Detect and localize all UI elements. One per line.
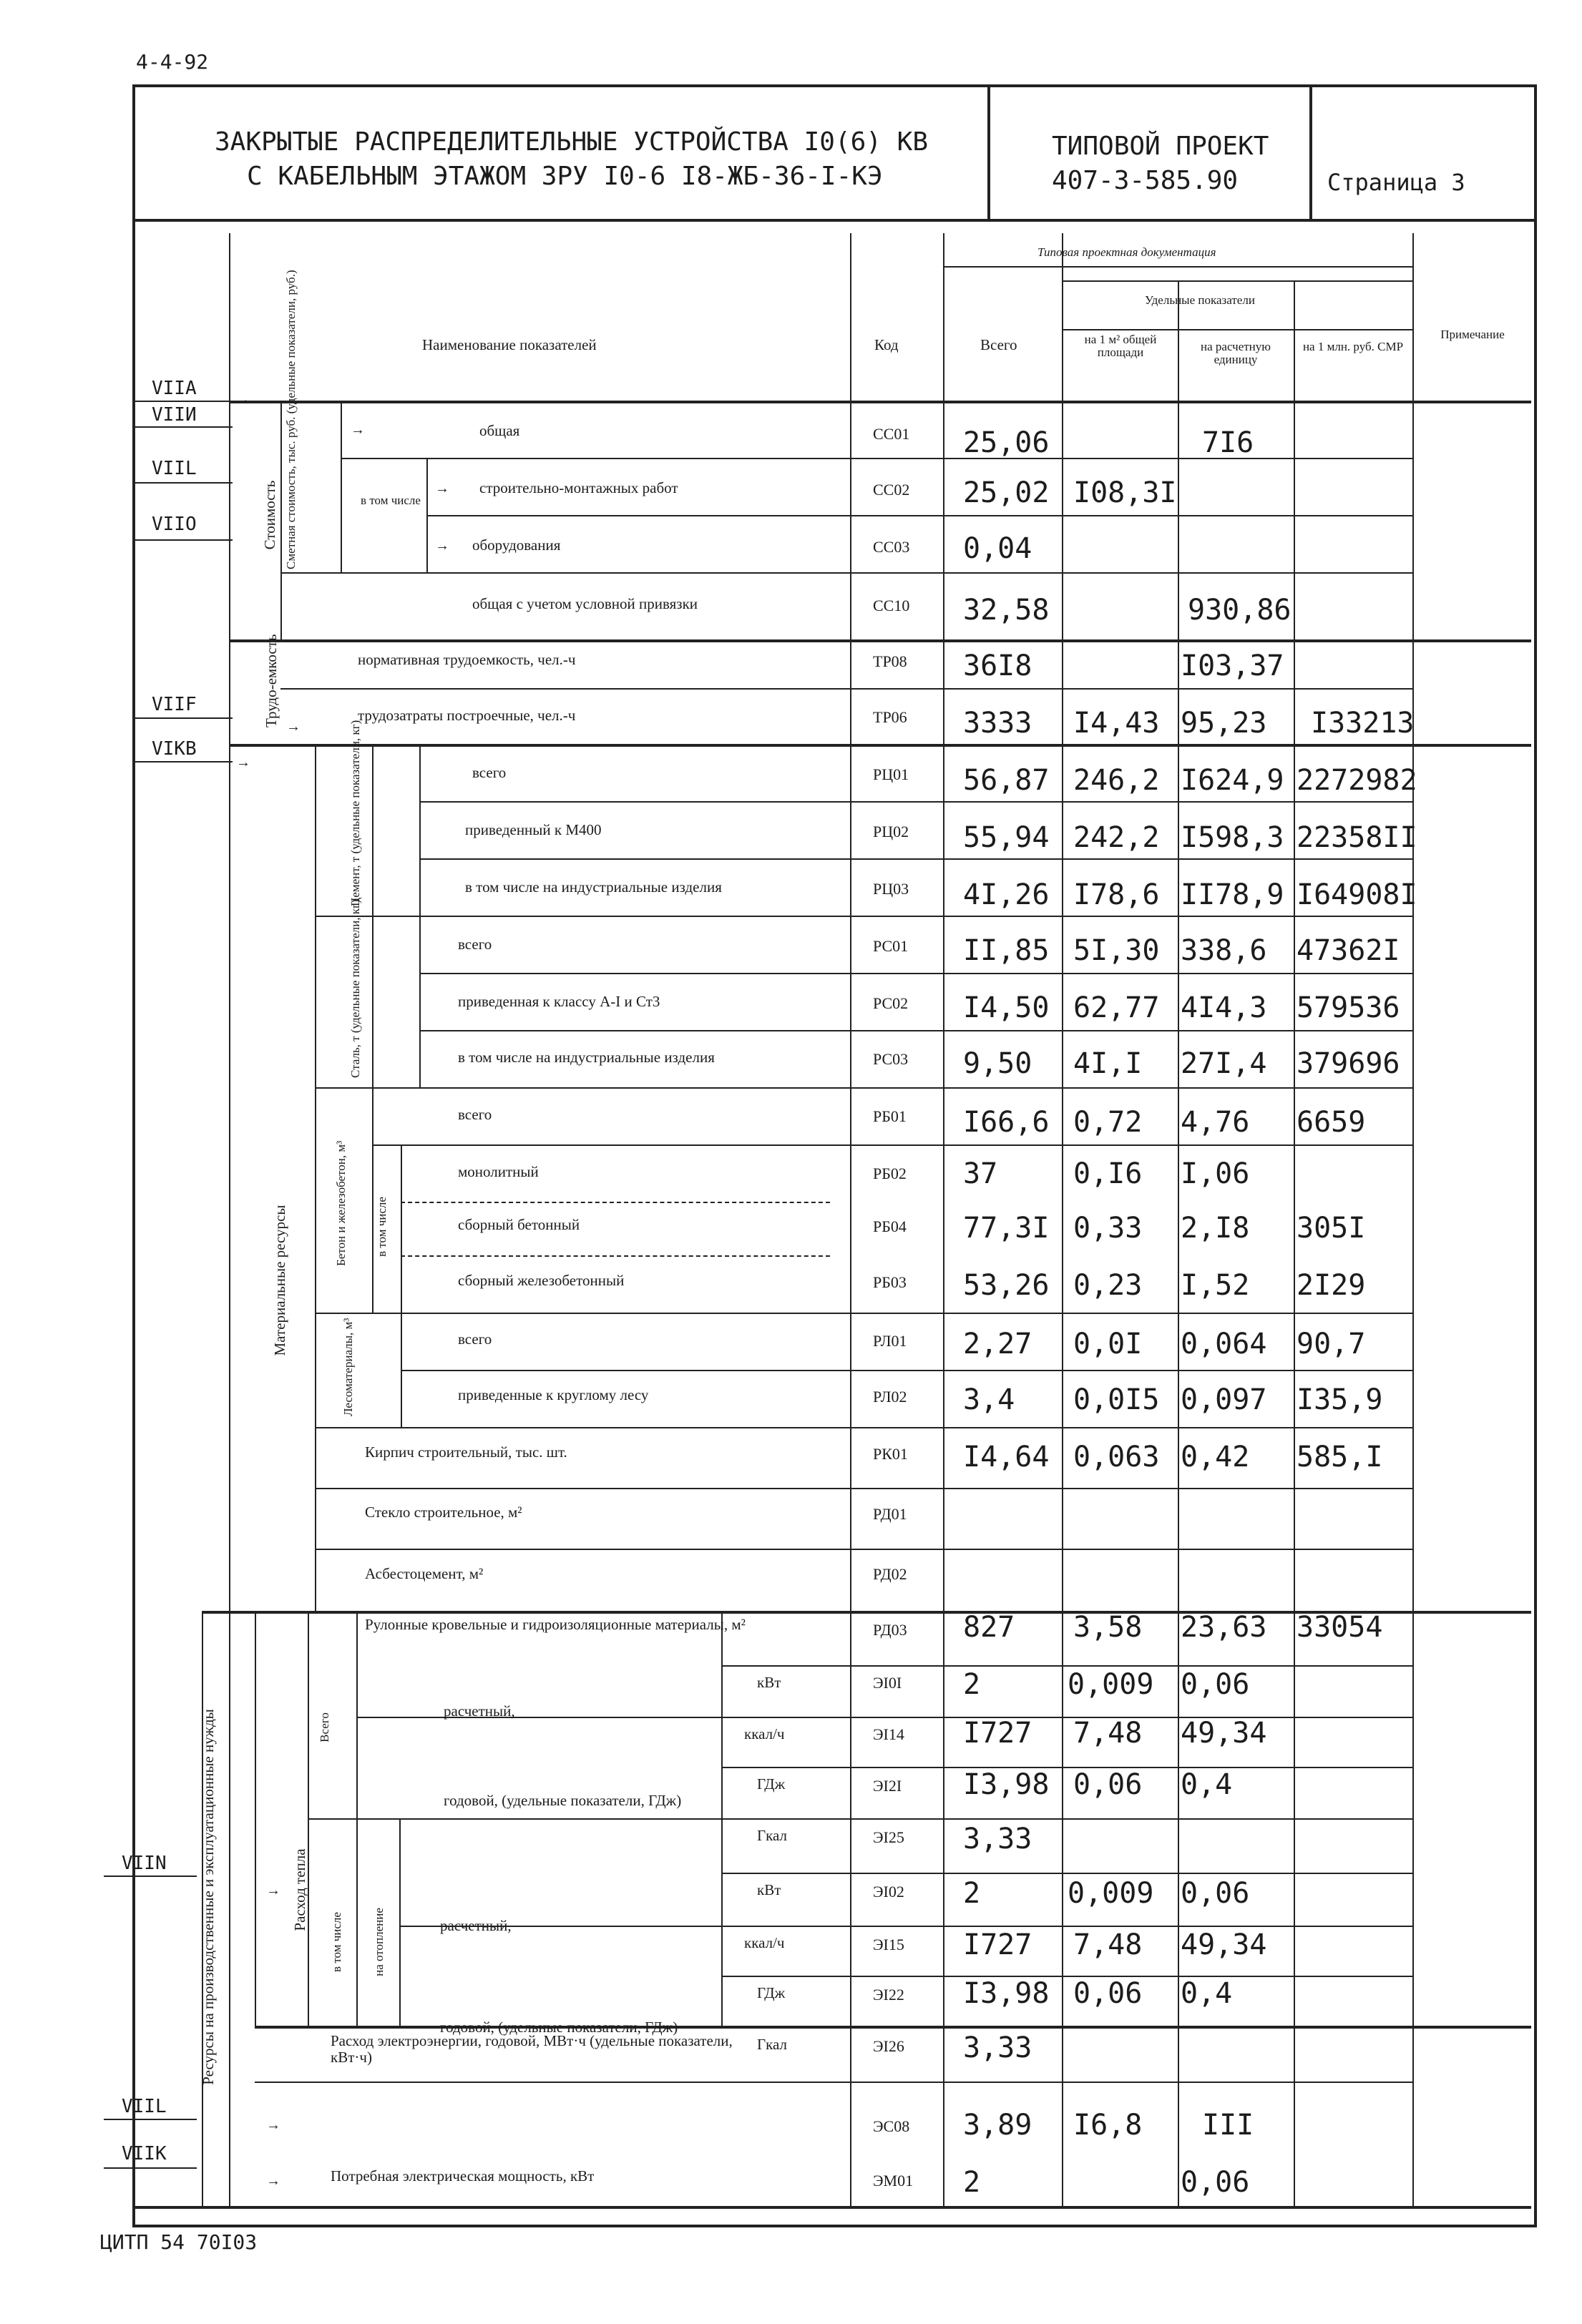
row-code: РБ02 <box>873 1165 907 1182</box>
row-code: РД03 <box>873 1621 907 1639</box>
doc-title-line2: С КАБЕЛЬНЫМ ЭТАЖОМ ЗРУ I0-6 I8-ЖБ-36-I-КЭ <box>247 162 883 191</box>
per-mln-value: 2272982 <box>1297 764 1417 797</box>
total-value: I727 <box>963 1717 1032 1750</box>
per-unit-value: 0,064 <box>1181 1328 1267 1360</box>
project-number: 407-3-585.90 <box>1052 166 1239 195</box>
per-unit-value: I,06 <box>1181 1157 1250 1190</box>
row-name: всего <box>472 764 507 781</box>
total-value: 2 <box>963 2166 981 2199</box>
per-unit-value: 0,097 <box>1181 1383 1267 1416</box>
title-divider-2 <box>1309 84 1312 219</box>
per-m2-value: 0,009 <box>1068 1668 1154 1701</box>
side-code: VIIF <box>152 694 197 715</box>
total-value: I3,98 <box>963 1977 1050 2010</box>
group-cost-sublabel: Сметная стоимость, тыс. руб. (удельные показатели, руб.) <box>284 270 298 569</box>
arrow-icon: → <box>236 755 250 770</box>
cost-incl-label: в том числе <box>361 494 421 507</box>
row-name: монолитный <box>458 1163 539 1180</box>
per-unit-value: 27I,4 <box>1181 1047 1267 1080</box>
per-m2-value: 0,009 <box>1068 1877 1154 1910</box>
col-code-left <box>850 233 851 2206</box>
per-m2-value: I78,6 <box>1073 878 1160 911</box>
col-unit-left <box>1178 280 1179 2206</box>
total-value: 4I,26 <box>963 878 1050 911</box>
col-total-left <box>943 233 944 2206</box>
per-mln-value: 6659 <box>1297 1106 1366 1139</box>
arrow-icon: → <box>266 2117 280 2133</box>
per-m2-value: I08,3I <box>1073 476 1177 509</box>
row-name: строительно-монтажных работ <box>479 479 678 496</box>
total-value: II,85 <box>963 934 1050 967</box>
header-bottom-line <box>229 401 1531 403</box>
per-m2-value: I6,8 <box>1073 2109 1143 2142</box>
side-code: VIIN <box>122 1853 167 1874</box>
col-header-per-m2: на 1 м² общей площади <box>1084 333 1157 359</box>
row-code: РС01 <box>873 937 909 955</box>
per-unit-value: 49,34 <box>1181 1717 1267 1750</box>
total-value: 25,02 <box>963 476 1050 509</box>
row-name: трудозатраты построечные, чел.-ч <box>358 707 576 724</box>
per-mln-value: 22358II <box>1297 821 1417 854</box>
side-code: VIIL <box>152 458 197 479</box>
col-header-per-mln: на 1 млн. руб. СМР <box>1302 340 1404 353</box>
per-mln-value: 379696 <box>1297 1047 1400 1080</box>
per-mln-value: 579536 <box>1297 991 1400 1024</box>
per-unit-value: 95,23 <box>1181 707 1267 740</box>
row-code: ТР08 <box>873 652 907 670</box>
per-unit-value: I598,3 <box>1181 821 1284 854</box>
row-code: СС02 <box>873 481 910 499</box>
arrow-icon: → <box>266 2173 280 2189</box>
per-mln-value: I35,9 <box>1297 1383 1383 1416</box>
total-value: 53,26 <box>963 1269 1050 1302</box>
row-code: ЭI0I <box>873 1674 902 1692</box>
arrow-icon: → <box>286 719 301 735</box>
col-header-group: Типовая проектная документация <box>1037 245 1216 259</box>
row-code: ЭI22 <box>873 1986 904 2004</box>
sheet-number: 4-4-92 <box>136 50 209 74</box>
total-value: 55,94 <box>963 821 1050 854</box>
per-unit-value: 0,4 <box>1181 1977 1233 2010</box>
col-mln-left <box>1294 280 1295 2206</box>
total-value: I66,6 <box>963 1106 1050 1139</box>
row-name: сборный бетонный <box>458 1216 580 1233</box>
per-unit-value: 4I4,3 <box>1181 991 1267 1024</box>
row-code: ЭI02 <box>873 1883 904 1901</box>
total-value: 3,33 <box>963 1823 1032 1855</box>
row-code: СС03 <box>873 538 910 556</box>
row-code: ЭI15 <box>873 1936 904 1953</box>
unit-label: ГДж <box>757 1984 786 2001</box>
col-header-per-unit: на расчетную единицу <box>1201 340 1271 366</box>
side-code: VIIO <box>152 514 197 535</box>
row-name: Стекло строительное, м² <box>365 1504 522 1521</box>
row-name: всего <box>458 1106 492 1123</box>
group-cost-label: Стоимость <box>261 480 278 550</box>
row-name: всего <box>458 936 492 953</box>
total-value: I727 <box>963 1928 1032 1961</box>
heat-heating-label: на отопление <box>372 1908 386 1976</box>
per-unit-value: 23,63 <box>1181 1611 1267 1644</box>
total-value: 3333 <box>963 707 1032 740</box>
row-code: СС10 <box>873 597 910 614</box>
side-code: VIKB <box>152 738 197 760</box>
row-name: Расход электроэнергии, годовой, МВт·ч (удельные показатели, кВт·ч) <box>331 2032 733 2066</box>
row-code: ЭI2I <box>873 1777 902 1795</box>
row-code: РЛ02 <box>873 1388 907 1406</box>
row-code: РЦ01 <box>873 765 909 783</box>
per-unit-value: 338,6 <box>1181 934 1267 967</box>
row-code: РЦ02 <box>873 823 909 840</box>
col-header-code: Код <box>874 336 899 353</box>
arrow-icon: → <box>435 481 449 496</box>
per-m2-value: 0,23 <box>1073 1269 1143 1302</box>
group-resources-label: Ресурсы на производственные и эксплуатационные нужды <box>200 1709 217 2085</box>
row-name: общая <box>479 422 520 439</box>
per-mln-value: 47362I <box>1297 934 1400 967</box>
per-unit-value: 0,42 <box>1181 1441 1250 1474</box>
col-header-total: Всего <box>980 336 1017 353</box>
total-value: 0,04 <box>963 532 1032 565</box>
per-unit-value: III <box>1202 2109 1254 2142</box>
total-value: 3,89 <box>963 2109 1032 2142</box>
per-m2-value: 7,48 <box>1073 1717 1143 1750</box>
per-unit-value: 0,06 <box>1181 2166 1250 2199</box>
total-value: 56,87 <box>963 764 1050 797</box>
row-code: РС03 <box>873 1050 909 1068</box>
row-code: ЭI26 <box>873 2037 904 2055</box>
per-unit-value: 2,I8 <box>1181 1212 1250 1245</box>
per-m2-value: 0,063 <box>1073 1441 1160 1474</box>
arrow-icon: → <box>351 422 365 438</box>
group-wood-label: Лесоматериалы, м³ <box>341 1318 355 1416</box>
total-value: I4,64 <box>963 1441 1050 1474</box>
unit-label: кВт <box>757 1674 781 1691</box>
per-mln-value: I33213 <box>1311 707 1415 740</box>
row-code: РС02 <box>873 994 909 1012</box>
col-header-specific: Удельные показатели <box>1145 293 1255 307</box>
total-value: 9,50 <box>963 1047 1032 1080</box>
row-code: РБ04 <box>873 1217 907 1235</box>
per-m2-value: 0,33 <box>1073 1212 1143 1245</box>
row-name: сборный железобетонный <box>458 1272 625 1289</box>
row-code: ЭI14 <box>873 1725 904 1743</box>
group-concrete-label: Бетон и железобетон, м³ <box>334 1140 348 1266</box>
per-m2-value: 0,0I <box>1073 1328 1143 1360</box>
total-value: 2 <box>963 1877 981 1910</box>
title-bottom-line <box>132 219 1534 222</box>
per-m2-value: 62,77 <box>1073 991 1160 1024</box>
col-note-left <box>1412 233 1414 2206</box>
row-name: общая с учетом условной привязки <box>472 595 698 612</box>
side-code: VIIA <box>152 378 197 399</box>
arrow-icon: → <box>266 1883 280 1898</box>
row-name: Кирпич строительный, тыс. шт. <box>365 1443 567 1461</box>
row-code: РЦ03 <box>873 880 909 898</box>
total-value: 32,58 <box>963 594 1050 627</box>
total-value: 2,27 <box>963 1328 1032 1360</box>
group-materials-label: Материальные ресурсы <box>271 1205 288 1356</box>
row-name: в том числе на индустриальные изделия <box>465 878 722 896</box>
per-m2-value: 5I,30 <box>1073 934 1160 967</box>
group-labor-label: Трудо-емкость <box>263 634 280 727</box>
per-mln-value: 305I <box>1297 1212 1366 1245</box>
row-name: Асбестоцемент, м² <box>365 1565 484 1582</box>
row-code: РД02 <box>873 1565 907 1583</box>
page-number: Страница 3 <box>1327 169 1465 196</box>
per-unit-value: II78,9 <box>1181 878 1284 911</box>
row-name: расчетный, <box>444 1702 515 1720</box>
row-name: оборудования <box>472 536 561 554</box>
group-cement-label: Цемент, т (удельные показатели, кг) <box>348 720 362 906</box>
per-unit-value: 0,06 <box>1181 1877 1250 1910</box>
per-mln-value: 585,I <box>1297 1441 1383 1474</box>
per-unit-value: I,52 <box>1181 1269 1250 1302</box>
row-name: всего <box>458 1330 492 1348</box>
footer-code: ЦИТП 54 70I03 <box>100 2230 258 2254</box>
row-name: Потребная электрическая мощность, кВт <box>331 2167 595 2185</box>
per-unit-value: 7I6 <box>1202 426 1254 459</box>
row-name: приведенный к М400 <box>465 821 602 838</box>
unit-label: Гкал <box>757 1827 788 1844</box>
row-name: годовой, (удельные показатели, ГДж) <box>440 2019 678 2036</box>
per-unit-value: 0,4 <box>1181 1768 1233 1801</box>
per-unit-value: 49,34 <box>1181 1928 1267 1961</box>
row-name: нормативная трудоемкость, чел.-ч <box>358 651 576 668</box>
concrete-incl-label: в том числе <box>375 1197 389 1257</box>
row-code: ТР06 <box>873 708 907 726</box>
per-m2-value: I4,43 <box>1073 707 1160 740</box>
heat-incl-label: в том числе <box>330 1912 343 1972</box>
col-header-name: Наименование показателей <box>422 336 597 353</box>
total-value: 77,3I <box>963 1212 1050 1245</box>
col-header-note: Примечание <box>1440 328 1505 341</box>
row-code: РБ01 <box>873 1107 907 1125</box>
total-value: 827 <box>963 1611 1015 1644</box>
per-m2-value: 0,06 <box>1073 1768 1143 1801</box>
total-value: 3,4 <box>963 1383 1015 1416</box>
unit-label: ккал/ч <box>744 1934 785 1951</box>
total-value: 36I8 <box>963 649 1032 682</box>
col-m2-left <box>1062 233 1063 2206</box>
per-m2-value: 7,48 <box>1073 1928 1143 1961</box>
per-mln-value: 33054 <box>1297 1611 1383 1644</box>
arrow-icon: → <box>435 538 449 554</box>
row-code: ЭС08 <box>873 2117 910 2135</box>
project-label: ТИПОВОЙ ПРОЕКТ <box>1052 132 1269 161</box>
per-mln-value: 90,7 <box>1297 1328 1366 1360</box>
per-m2-value: 4I,I <box>1073 1047 1143 1080</box>
per-m2-value: 0,72 <box>1073 1106 1143 1139</box>
title-divider-1 <box>987 84 990 219</box>
side-code: VIIИ <box>152 404 197 426</box>
arrow-icon: → <box>236 392 250 408</box>
doc-title-line1: ЗАКРЫТЫЕ РАСПРЕДЕЛИТЕЛЬНЫЕ УСТРОЙСТВА I0(6) КВ <box>215 127 928 157</box>
unit-label: ГДж <box>757 1775 786 1793</box>
total-value: I4,50 <box>963 991 1050 1024</box>
group-heat-label: Расход тепла <box>291 1848 308 1931</box>
per-unit-value: 4,76 <box>1181 1106 1250 1139</box>
per-mln-value: 2I29 <box>1297 1269 1366 1302</box>
row-name: приведенные к круглому лесу <box>458 1386 649 1403</box>
row-name: расчетный, <box>440 1917 512 1934</box>
per-mln-value: I64908I <box>1297 878 1417 911</box>
per-unit-value: 930,86 <box>1188 594 1292 627</box>
per-m2-value: 0,0I5 <box>1073 1383 1160 1416</box>
unit-label: Гкал <box>757 2036 788 2053</box>
group-steel-label: Сталь, т (удельные показатели, кг) <box>348 899 362 1078</box>
row-name: в том числе на индустриальные изделия <box>458 1049 715 1066</box>
row-name: приведенная к классу А-I и Ст3 <box>458 993 660 1010</box>
unit-label: кВт <box>757 1881 781 1898</box>
row-code: ЭI25 <box>873 1828 904 1846</box>
total-value: 3,33 <box>963 2031 1032 2064</box>
total-value: 25,06 <box>963 426 1050 459</box>
row-name: Рулонные кровельные и гидроизоляционные материалы, м² <box>365 1616 746 1633</box>
per-unit-value: I03,37 <box>1181 649 1284 682</box>
per-unit-value: 0,06 <box>1181 1668 1250 1701</box>
row-code: РД01 <box>873 1505 907 1523</box>
heat-all-label: Всего <box>318 1712 331 1742</box>
total-value: I3,98 <box>963 1768 1050 1801</box>
row-code: РК01 <box>873 1445 908 1463</box>
per-m2-value: 242,2 <box>1073 821 1160 854</box>
row-name: годовой, (удельные показатели, ГДж) <box>444 1792 682 1809</box>
row-code: ЭМ01 <box>873 2172 914 2190</box>
total-value: 2 <box>963 1668 981 1701</box>
row-code: СС01 <box>873 425 910 443</box>
per-unit-value: I624,9 <box>1181 764 1284 797</box>
per-m2-value: 0,06 <box>1073 1977 1143 2010</box>
side-code: VIIL <box>122 2096 167 2117</box>
row-code: РЛ01 <box>873 1332 907 1350</box>
side-code: VIIK <box>122 2143 167 2164</box>
total-value: 37 <box>963 1157 998 1190</box>
unit-label: ккал/ч <box>744 1725 785 1742</box>
per-m2-value: 0,I6 <box>1073 1157 1143 1190</box>
per-m2-value: 3,58 <box>1073 1611 1143 1644</box>
per-m2-value: 246,2 <box>1073 764 1160 797</box>
row-code: РБ03 <box>873 1273 907 1291</box>
